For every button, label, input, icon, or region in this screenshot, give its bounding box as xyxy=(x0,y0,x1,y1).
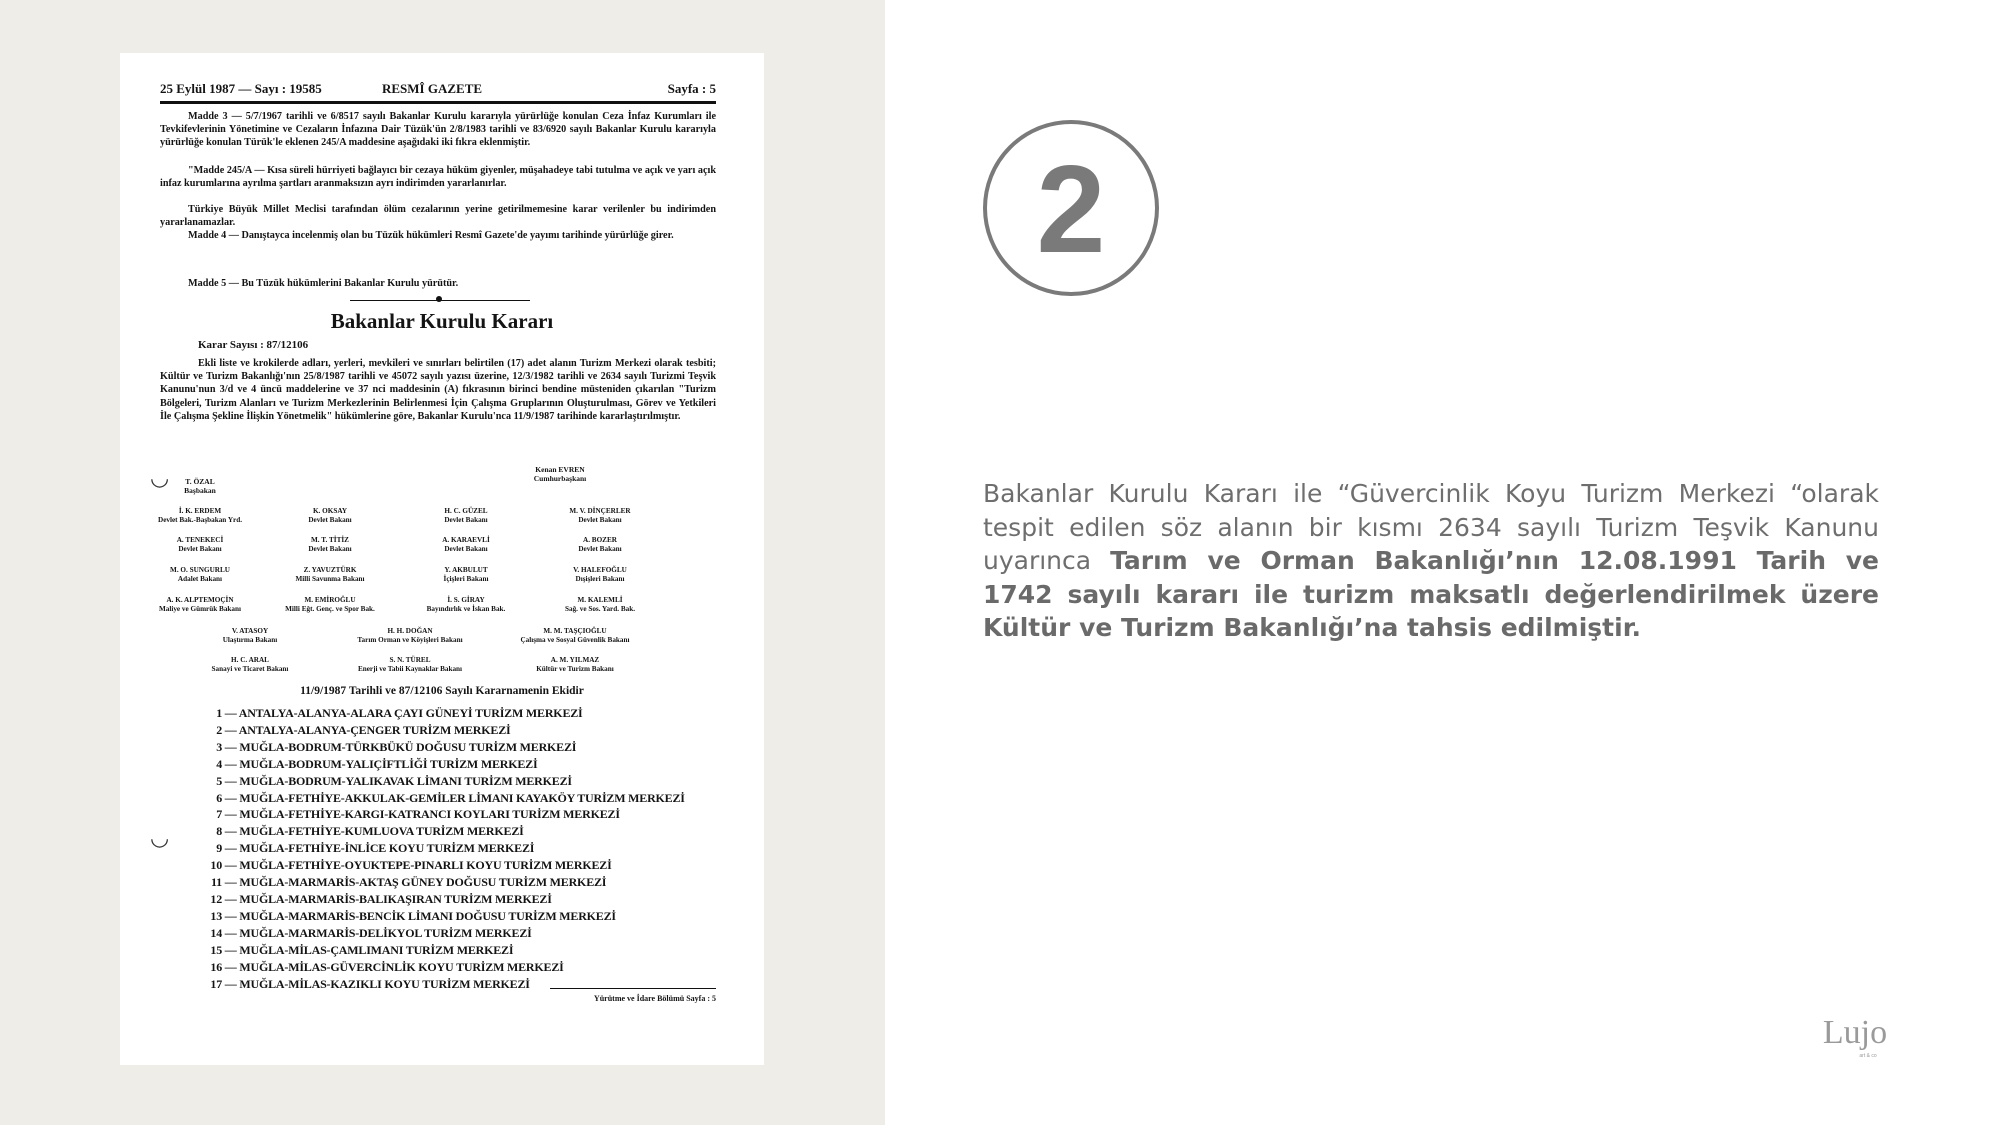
signature-block: S. N. TÜREL Enerji ve Tabii Kaynaklar Bakanı xyxy=(357,656,463,673)
list-item: 17 — MUĞLA-MİLAS-KAZIKLI KOYU TURİZM MERKEZİ xyxy=(210,976,530,991)
gazette-header xyxy=(160,81,716,101)
signature-block: M. M. TAŞÇIOĞLU Çalışma ve Sosyal Güvenlik Bakanı xyxy=(520,627,630,644)
list-item: 15 — MUĞLA-MİLAS-ÇAMLIMANI TURİZM MERKEZİ xyxy=(210,942,514,957)
gazette-page-number: Sayfa : 5 xyxy=(667,81,716,96)
logo-subtext: art & co xyxy=(1859,1053,1877,1059)
signature-block: H. C. ARAL Sanayi ve Ticaret Bakanı xyxy=(211,656,289,673)
list-item: 2 — ANTALYA-ALANYA-ÇENGER TURİZM MERKEZİ xyxy=(216,722,511,737)
step-number: 2 xyxy=(1036,141,1106,279)
list-item: 4 — MUĞLA-BODRUM-YALIÇİFTLİĞİ TURİZM MERKEZİ xyxy=(216,756,538,771)
left-panel xyxy=(0,0,885,1125)
signature-block: V. ATASOY Ulaştırma Bakanı xyxy=(222,627,278,644)
signature-block: K. OKSAY Devlet Bakanı xyxy=(308,507,352,524)
binding-hole-mark: ◡ xyxy=(150,825,170,850)
intro-paragraph: "Madde 245/A — Kısa süreli hürriyeti bağlayıcı bir cezaya hüküm giyenler, müşahadeye tabi tutulma ve açık ve yarı açık infaz kurumlarına ayrılma şartları aranmaksızın ayrı indirimden yararlanırlar. xyxy=(160,165,716,190)
body-text-bold: Tarım ve Orman Bakanlığı’nın 12.08.1991 Tarih ve 1742 sayılı kararı ile turizm maksatlı değerlendirilmek üzere Kültür ve Turizm Bakanlığı’na tahsis edilmiştir. xyxy=(983,546,1879,643)
karar-sayisi: Karar Sayısı : 87/12106 xyxy=(198,339,309,351)
header-rule xyxy=(160,101,716,104)
list-item: 3 — MUĞLA-BODRUM-TÜRKBÜKÜ DOĞUSU TURİZM MERKEZİ xyxy=(216,739,577,754)
signature-block: A. BOZER Devlet Bakanı xyxy=(578,536,622,553)
intro-paragraph: Madde 3 — 5/7/1967 tarihli ve 6/8517 sayılı Bakanlar Kurulu kararıyla yürürlüğe konulan Ceza İnfaz Kurumları ile Tevkifevlerinin Yönetimine ve Cezaların İnfazına Dair Tüzük'ün 2/8/1983 tarihli ve 83/6920 sayılı Bakanlar Kurulu kararıyla yürürlüğe konulan Türük'le eklenen 245/A maddesine aşağıdaki iki fıkra eklenmiştir. xyxy=(160,111,716,149)
list-item: 6 — MUĞLA-FETHİYE-AKKULAK-GEMİLER LİMANI KAYAKÖY TURİZM MERKEZİ xyxy=(216,790,685,805)
body-text-normal: Bakanlar Kurulu Kararı ile “Güvercinlik Koyu Turizm Merkezi “olarak tespit edilen söz alanın bir kısmı 2634 sayılı Turizm Teşvik Kanunu uyarınca xyxy=(983,479,1879,576)
lujo-logo xyxy=(1820,1005,1890,1065)
signature-block: H. C. GÜZEL Devlet Bakanı xyxy=(444,507,488,524)
list-item: 5 — MUĞLA-BODRUM-YALIKAVAK LİMANI TURİZM MERKEZİ xyxy=(216,773,572,788)
signature-block: Y. AKBULUT İçişleri Bakanı xyxy=(443,566,489,583)
section-divider-dot xyxy=(436,296,442,302)
signature-block: A. TENEKECİ Devlet Bakanı xyxy=(176,536,224,553)
signature-block: Z. YAVUZTÜRK Milli Savunma Bakanı xyxy=(295,566,365,583)
logo-wordmark: Lujo xyxy=(1822,1014,1888,1051)
list-item: 9 — MUĞLA-FETHİYE-İNLİCE KOYU TURİZM MERKEZİ xyxy=(216,841,535,856)
intro-paragraph: Madde 5 — Bu Tüzük hükümlerini Bakanlar Kurulu yürütür. xyxy=(188,278,459,289)
binding-hole-mark: ◡ xyxy=(150,465,170,490)
list-item: 8 — MUĞLA-FETHİYE-KUMLUOVA TURİZM MERKEZİ xyxy=(216,824,524,839)
list-item: 10 — MUĞLA-FETHİYE-OYUKTEPE-PINARLI KOYU TURİZM MERKEZİ xyxy=(210,858,612,873)
list-item: 16 — MUĞLA-MİLAS-GÜVERCİNLİK KOYU TURİZM MERKEZİ xyxy=(210,959,564,974)
president-signature xyxy=(500,465,620,483)
intro-paragraph: Madde 4 — Danıştayca incelenmiş olan bu Tüzük hükümleri Resmî Gazete'de yayımı tarihinde yürürlüğe girer. xyxy=(188,230,674,241)
list-item: 7 — MUĞLA-FETHİYE-KARGI-KATRANCI KOYLARI TURİZM MERKEZİ xyxy=(216,807,620,822)
list-item: 12 — MUĞLA-MARMARİS-BALIKAŞIRAN TURİZM MERKEZİ xyxy=(210,891,552,906)
gazette-document-image xyxy=(120,53,764,1065)
intro-paragraph: Türkiye Büyük Millet Meclisi tarafından ölüm cezalarının yerine getirilmemesine karar verilenler bu indirimden yararlanamazlar. xyxy=(160,204,716,229)
signature-role: Başbakan xyxy=(184,486,216,495)
signature-name: T. ÖZAL xyxy=(185,477,215,486)
signature-block: M. EMİROĞLU Milli Eğt. Genç. ve Spor Bak. xyxy=(285,596,375,613)
prime-minister-signature xyxy=(160,477,240,495)
signature-block: M. T. TİTİZ Devlet Bakanı xyxy=(308,536,352,553)
signature-name: Kenan EVREN xyxy=(535,465,585,474)
signature-block: M. V. DİNÇERLER Devlet Bakanı xyxy=(569,507,631,524)
signature-block: A. K. ALPTEMOÇİN Maliye ve Gümrük Bakanı xyxy=(158,596,242,613)
signature-block: İ. S. GİRAY Bayındırlık ve İskan Bak. xyxy=(426,596,506,613)
step-number-badge xyxy=(983,120,1159,296)
tourism-center-list xyxy=(198,705,685,992)
gazette-footer: Yürütme ve İdare Bölümü Sayfa : 5 xyxy=(593,994,716,1003)
signature-block: A. KARAEVLİ Devlet Bakanı xyxy=(442,536,490,553)
list-title: 11/9/1987 Tarihli ve 87/12106 Sayılı Kararnamenin Ekidir xyxy=(300,685,584,697)
list-item: 13 — MUĞLA-MARMARİS-BENCİK LİMANI DOĞUSU TURİZM MERKEZİ xyxy=(210,908,616,923)
slide-body-text xyxy=(983,477,1879,645)
decision-paragraph: Ekli liste ve krokilerde adları, yerleri, mevkileri ve sınırları belirtilen (17) adet alanın Turizm Merkezi olarak tesbiti; Kültür ve Turizm Bakanlığı'nın 25/8/1987 tarihli ve 45072 sayılı yazısı üzerine, 12/3/1982 tarihli ve 2634 sayılı Turizmi Teşvik Kanunu'nun 3/d ve 4 üncü maddelerine ve 37 nci maddesinin (A) fıkrasının birinci bendine müsteniden çıkarılan "Turizm Bölgeleri, Turizm Alanları ve Turizm Merkezlerinin Belirlenmesi İçin Çalışma Gruplarının Oluşturulması, Görev ve Yetkileri İle Çalışma Şekline İlişkin Yönetmelik" hükümlerine göre, Bakanlar Kurulu'nca 11/9/1987 tarihinde kararlaştırılmıştır. xyxy=(160,358,716,422)
signature-role: Cumhurbaşkanı xyxy=(533,474,587,483)
gazette-name: RESMÎ GAZETE xyxy=(382,81,483,96)
document-title: Bakanlar Kurulu Kararı xyxy=(330,309,554,333)
signature-block: İ. K. ERDEM Devlet Bak.-Başbakan Yrd. xyxy=(158,507,242,524)
signature-block: M. KALEMLİ Sağ. ve Sos. Yard. Bak. xyxy=(564,596,636,613)
signature-block: A. M. YILMAZ Kültür ve Turizm Bakanı xyxy=(536,656,614,673)
signature-block: M. O. SUNGURLU Adalet Bakanı xyxy=(170,566,230,583)
list-item: 1 — ANTALYA-ALANYA-ALARA ÇAYI GÜNEYİ TURİZM MERKEZİ xyxy=(216,706,583,720)
list-item: 14 — MUĞLA-MARMARİS-DELİKYOL TURİZM MERKEZİ xyxy=(210,925,532,940)
signature-block: H. H. DOĞAN Tarım Orman ve Köyişleri Bakanı xyxy=(357,627,463,644)
list-item: 11 — MUĞLA-MARMARİS-AKTAŞ GÜNEY DOĞUSU TURİZM MERKEZİ xyxy=(211,875,607,890)
signature-block: V. HALEFOĞLU Dışişleri Bakanı xyxy=(573,566,627,583)
gazette-date: 25 Eylül 1987 — Sayı : 19585 xyxy=(160,81,322,96)
footer-rule xyxy=(550,988,716,989)
